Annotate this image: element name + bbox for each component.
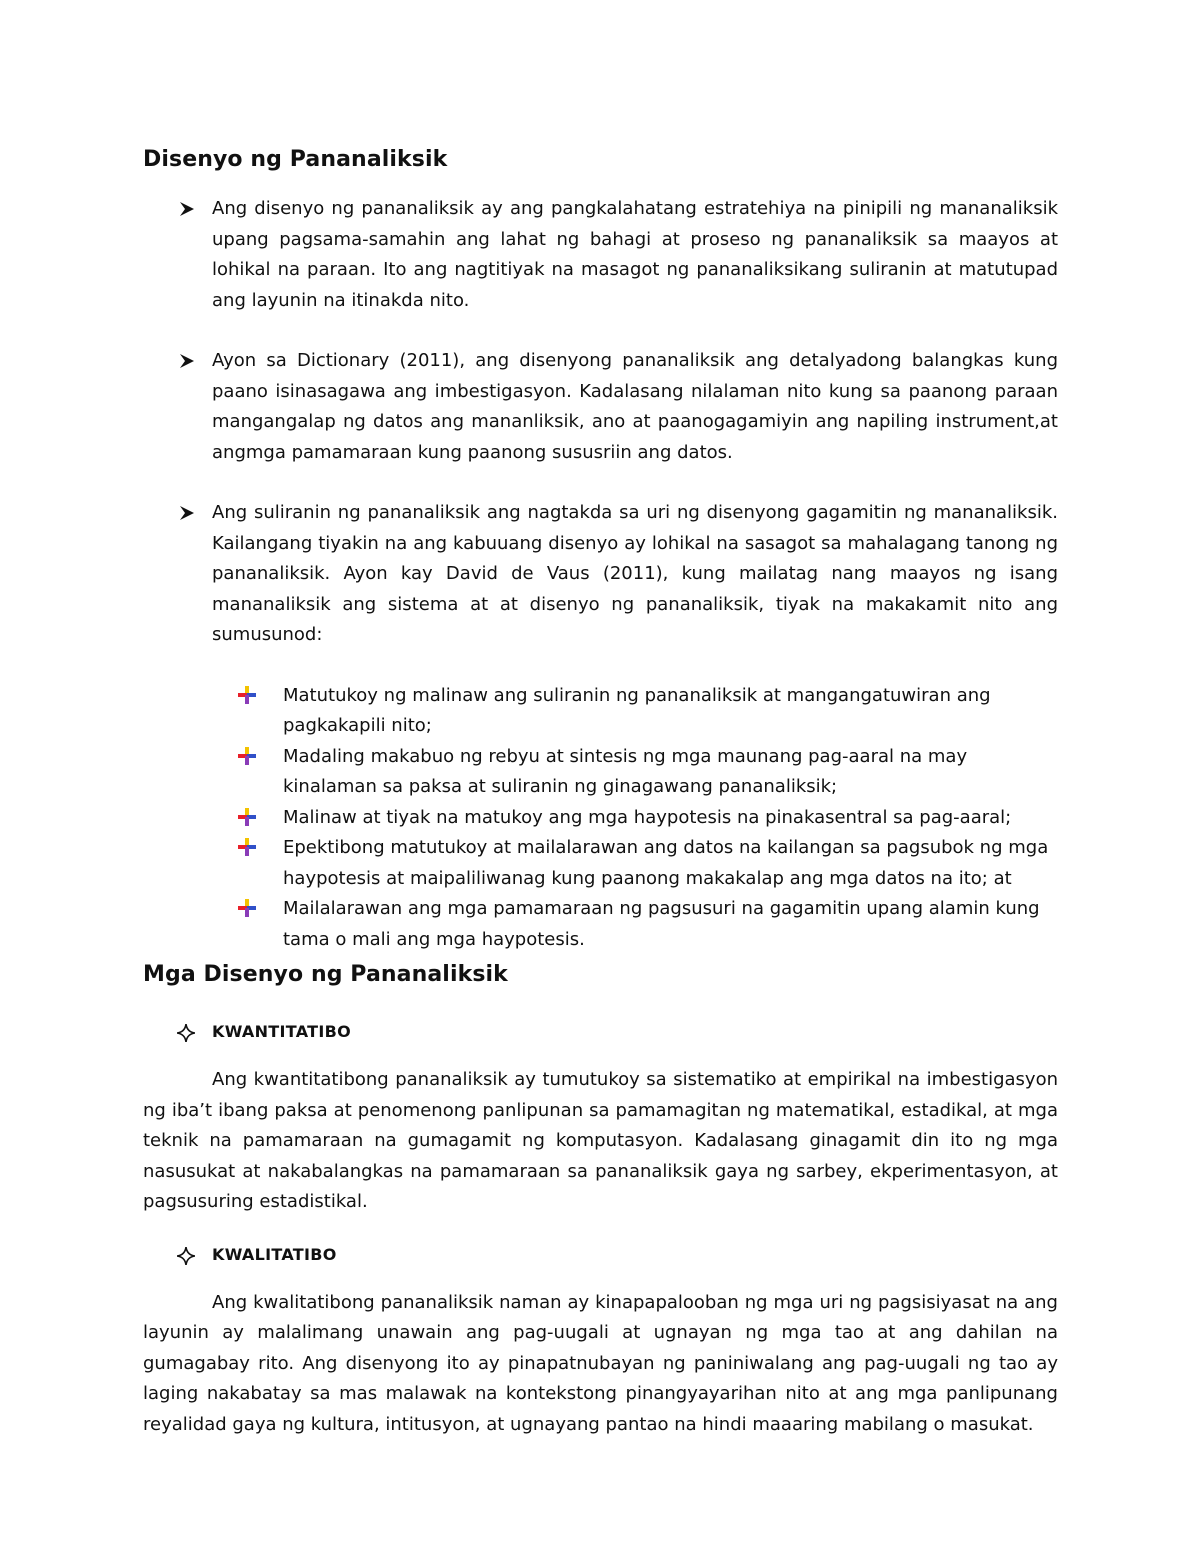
list-item [143,346,1058,468]
arrow-bullet-icon [179,353,195,369]
section-heading-mga-disenyo: Mga Disenyo ng Pananaliksik [143,962,508,987]
paragraph-kwantitatibo: Ang kwantitatibong pananaliksik ay tumutukoy sa sistematiko at empirikal na imbestigasyon ng iba’t ibang paksa at penomenong panlipunan sa pamamagitan ng matematikal, estadikal, at mga teknik na pamamaraan na gumagamit ng komputasyon. Kadalasang ginagamit din ito ng mga nasusukat at nakabalangkas na pamamaraan sa pananaliksik gaya ng sarbey, ekperimentasyon, at pagsusuring estadistikal. [143,1069,1058,1212]
color-cross-bullet-icon [238,686,256,704]
list-item-text: Matutukoy ng malinaw ang suliranin ng pananaliksik at mangangatuwiran ang pagkakapili nito; [283,684,991,736]
list-item [143,803,1058,834]
arrow-bullet-icon [179,505,195,521]
cross-bullet-list [143,681,1058,956]
list-item [143,194,1058,316]
diamond-star-bullet-icon [177,1247,195,1265]
diamond-star-bullet-icon [177,1024,195,1042]
list-item [143,833,1058,894]
list-item [143,742,1058,803]
list-item-text: Malinaw at tiyak na matukoy ang mga haypotesis na pinakasentral sa pag-aaral; [283,806,1012,828]
arrow-bullet-list [143,194,1058,651]
type-heading-kwalitatibo [143,1240,1058,1270]
color-cross-bullet-icon [238,808,256,826]
section-heading-disenyo: Disenyo ng Pananaliksik [143,147,448,172]
type-heading-label: KWANTITATIBO [212,1022,352,1041]
color-cross-bullet-icon [238,899,256,917]
list-item [143,498,1058,651]
color-cross-bullet-icon [238,747,256,765]
paragraph-kwalitatibo: Ang kwalitatibong pananaliksik naman ay kinapapalooban ng mga uri ng pagsisiyasat na ang layunin ay malalimang unawain ang pag-uugali at ugnayan ng mga tao at ang dahilan na gumagabay rito. Ang disenyong ito ay pinapatnubayan ng paniniwalang ang pag-uugali ng tao ay laging nakabatay sa mas malawak na kontekstong pinangyayarihan nito at ang mga panlipunang reyalidad gaya ng kultura, intitusyon, at ugnayang pantao na hindi maaaring mabilang o masukat. [143,1291,1058,1435]
arrow-bullet-icon [179,201,195,217]
list-item-text: Ayon sa Dictionary (2011), ang disenyong pananaliksik ang detalyadong balangkas kung paano isinasagawa ang imbestigasyon. Kadalasang nilalaman nito kung sa paanong paraan mangangalap ng datos ang mananliksik, ano at paanogagamiyin ang napiling instrument,at angmga pamamaraan kung paanong sususriin ang datos. [212,350,1058,463]
list-item-text: Madaling makabuo ng rebyu at sintesis ng mga maunang pag-aaral na may kinalaman sa paksa at suliranin ng ginagawang pananaliksik; [283,745,968,797]
list-item [143,894,1058,955]
document-content [143,140,1058,1440]
type-heading-kwantitatibo [143,1017,1058,1047]
list-item-text: Ang suliranin ng pananaliksik ang nagtakda sa uri ng disenyong gagamitin ng mananaliksik. Kailangang tiyakin na ang kabuuang disenyo ay lohikal na sasagot sa mahalagang tanong ng pananaliksik. Ayon kay David de Vaus (2011), kung mailatag nang maayos ng isang mananaliksik ang sistema at at disenyo ng pananaliksik, tiyak na makakamit nito ang sumusunod: [212,502,1058,645]
list-item [143,681,1058,742]
type-heading-label: KWALITATIBO [212,1244,337,1264]
list-item-text: Mailalarawan ang mga pamamaraan ng pagsusuri na gagamitin upang alamin kung tama o mali ang mga haypotesis. [283,898,1040,950]
color-cross-bullet-icon [238,838,256,856]
list-item-text: Epektibong matutukoy at mailalarawan ang datos na kailangan sa pagsubok ng mga haypotesis at maipaliliwanag kung paanong makakalap ang mga datos na ito; at [283,837,1049,889]
list-item-text: Ang disenyo ng pananaliksik ay ang pangkalahatang estratehiya na pinipili ng mananaliksik upang pagsama-samahin ang lahat ng bahagi at proseso ng pananaliksik sa maayos at lohikal na paraan. Ito ang nagtitiyak na masagot ng pananaliksikang suliranin at matutupad ang layunin na itinakda nito. [212,198,1058,311]
